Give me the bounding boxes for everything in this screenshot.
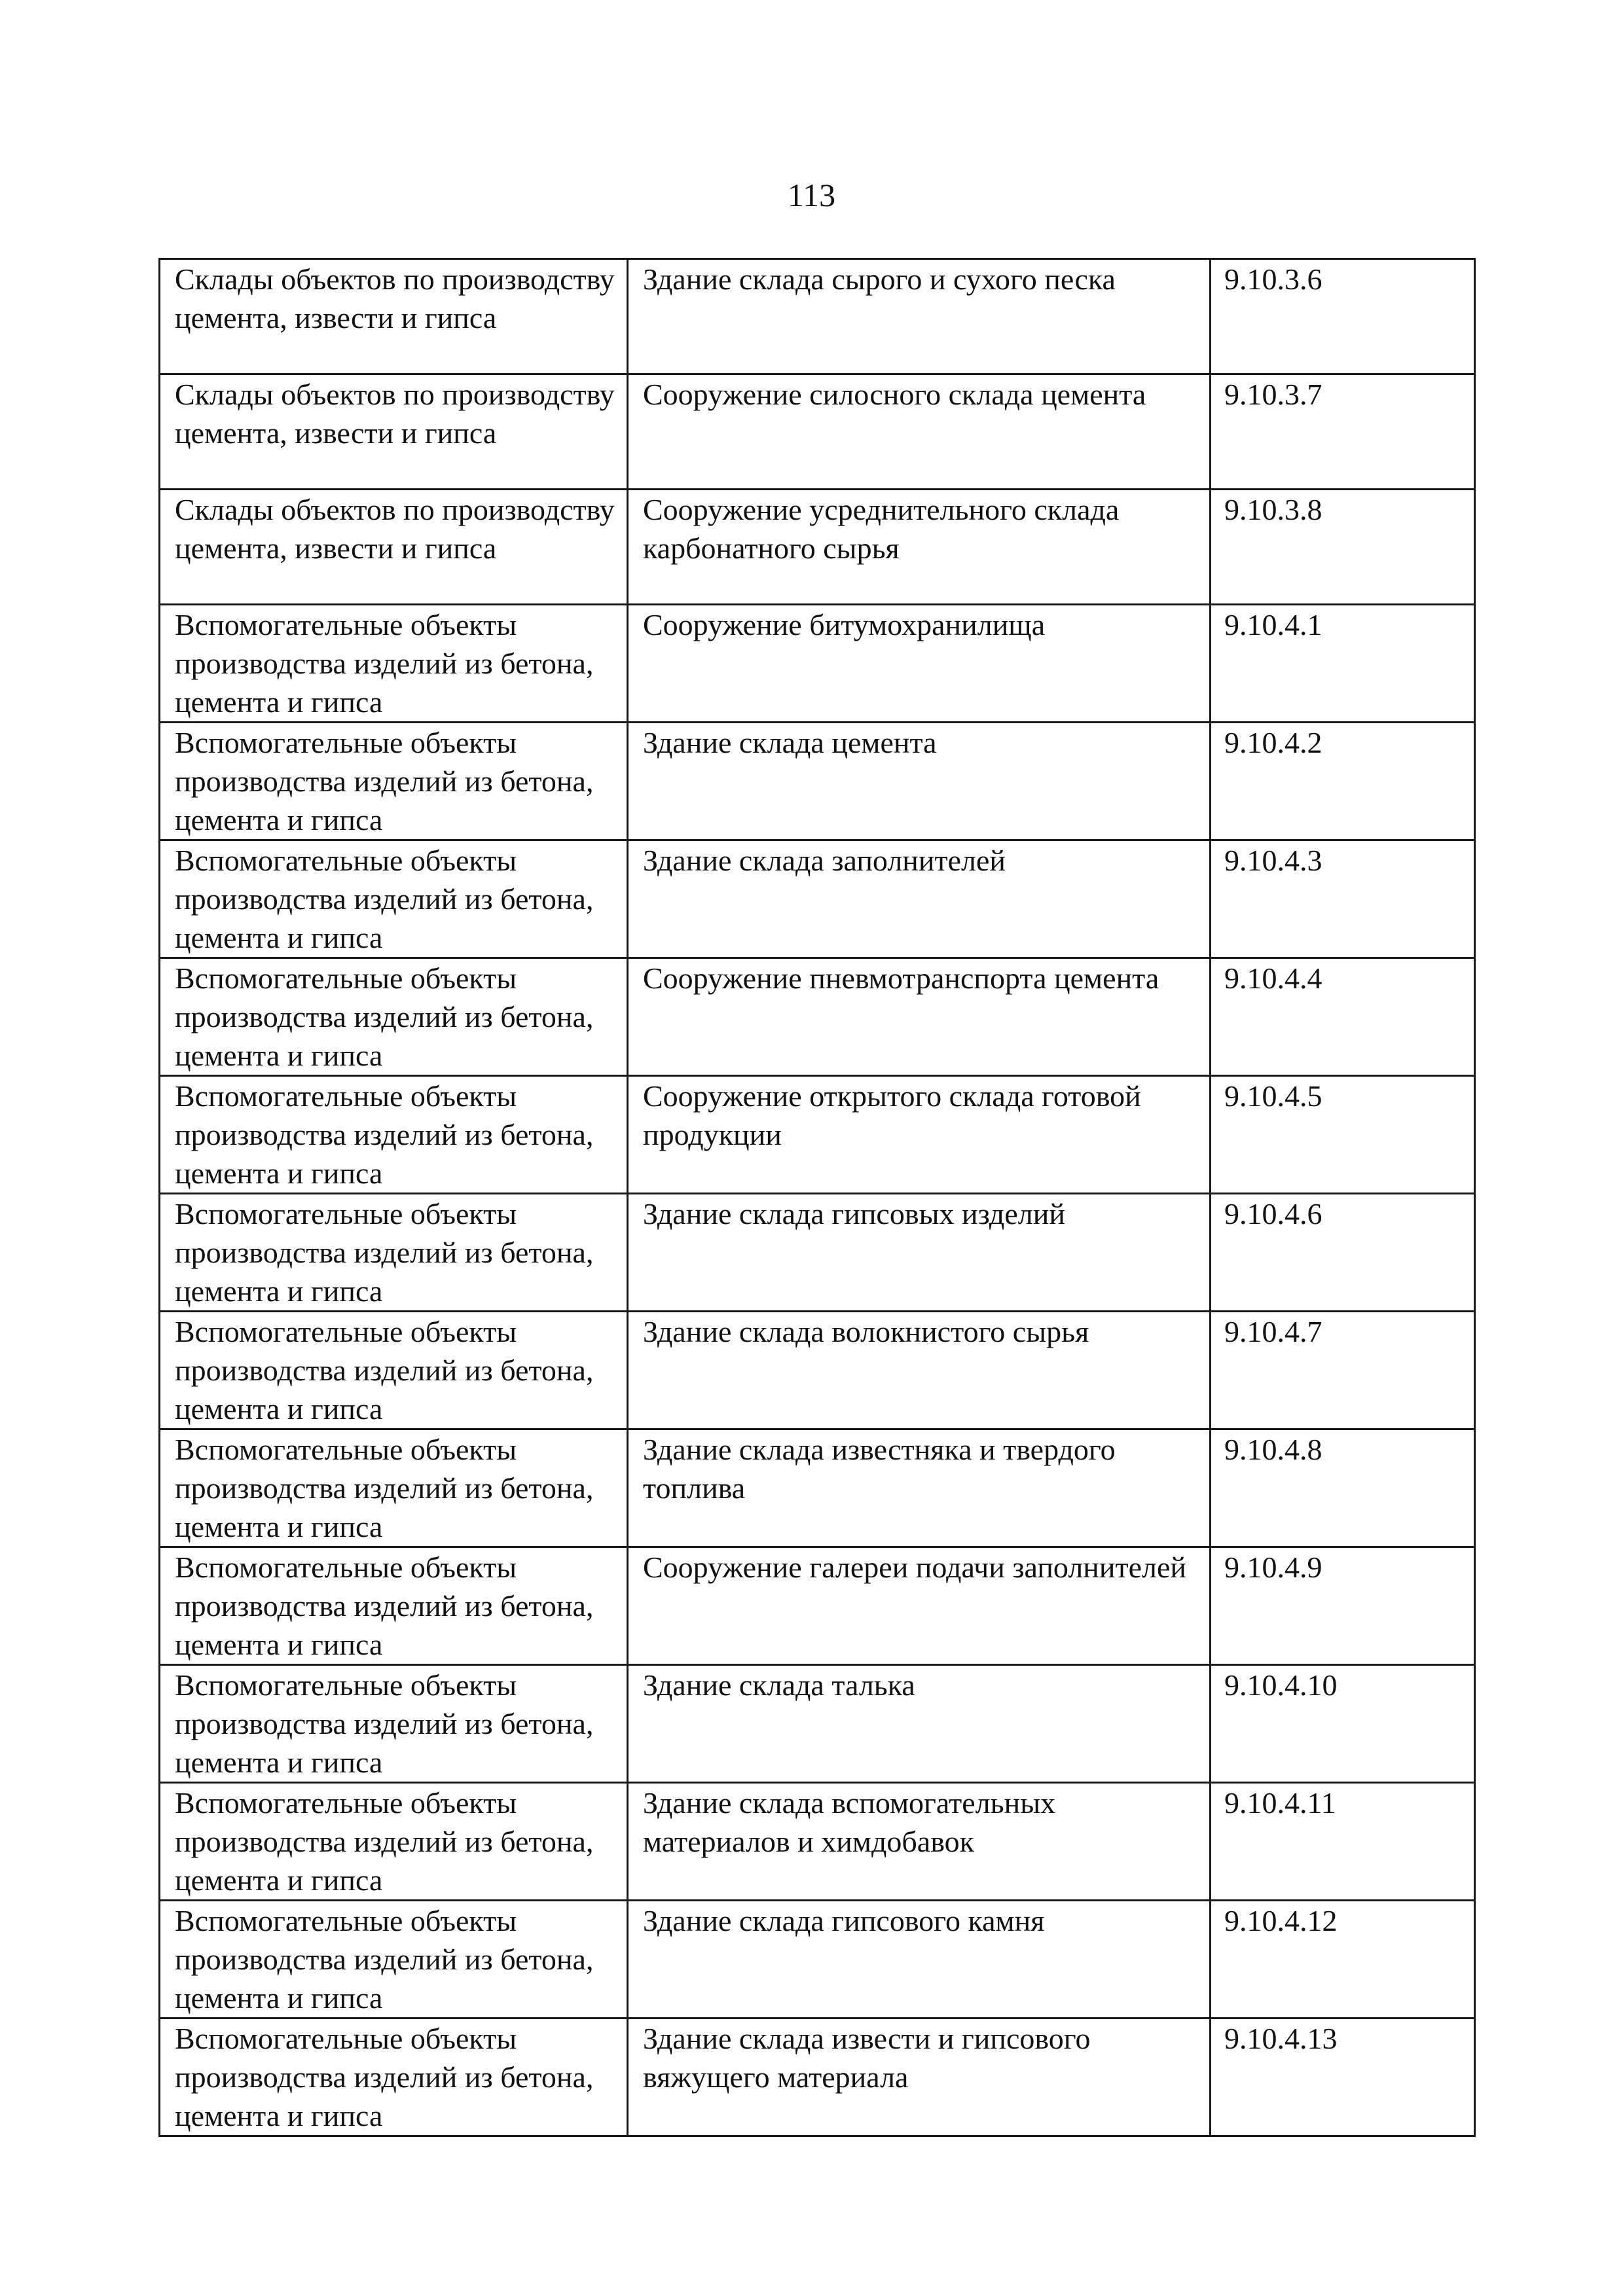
object-cell: Здание склада сырого и сухого песка — [628, 259, 1211, 374]
table-row — [160, 1194, 1475, 1312]
table-row — [160, 490, 1475, 605]
category-cell: Вспомогательные объекты производства изделий из бетона, цемента и гипса — [160, 1547, 628, 1665]
code-cell: 9.10.4.5 — [1211, 1076, 1475, 1194]
code-cell: 9.10.4.6 — [1211, 1194, 1475, 1312]
code-cell: 9.10.4.12 — [1211, 1901, 1475, 2018]
category-cell: Вспомогательные объекты производства изделий из бетона, цемента и гипса — [160, 958, 628, 1076]
object-cell: Здание склада гипсовых изделий — [628, 1194, 1211, 1312]
object-cell: Здание склада извести и гипсового вяжущего материала — [628, 2018, 1211, 2136]
category-cell: Вспомогательные объекты производства изделий из бетона, цемента и гипса — [160, 1665, 628, 1783]
table-row — [160, 1429, 1475, 1547]
object-cell: Здание склада известняка и твердого топлива — [628, 1429, 1211, 1547]
table-row — [160, 1076, 1475, 1194]
category-cell: Склады объектов по производству цемента, извести и гипса — [160, 490, 628, 605]
object-cell: Сооружение усреднительного склада карбонатного сырья — [628, 490, 1211, 605]
category-cell: Вспомогательные объекты производства изделий из бетона, цемента и гипса — [160, 2018, 628, 2136]
table-row — [160, 958, 1475, 1076]
code-cell: 9.10.4.13 — [1211, 2018, 1475, 2136]
table-row — [160, 1547, 1475, 1665]
category-cell: Вспомогательные объекты производства изделий из бетона, цемента и гипса — [160, 723, 628, 840]
code-cell: 9.10.4.1 — [1211, 605, 1475, 723]
object-cell: Сооружение битумохранилища — [628, 605, 1211, 723]
object-cell: Сооружение открытого склада готовой продукции — [628, 1076, 1211, 1194]
object-cell: Здание склада гипсового камня — [628, 1901, 1211, 2018]
code-cell: 9.10.3.6 — [1211, 259, 1475, 374]
object-classification-table — [158, 258, 1476, 2137]
code-cell: 9.10.4.4 — [1211, 958, 1475, 1076]
object-cell: Здание склада талька — [628, 1665, 1211, 1783]
object-cell: Сооружение пневмотранспорта цемента — [628, 958, 1211, 1076]
category-cell: Вспомогательные объекты производства изделий из бетона, цемента и гипса — [160, 1194, 628, 1312]
code-cell: 9.10.4.11 — [1211, 1783, 1475, 1901]
table-row — [160, 2018, 1475, 2136]
object-cell: Здание склада заполнителей — [628, 840, 1211, 958]
code-cell: 9.10.4.7 — [1211, 1312, 1475, 1429]
category-cell: Вспомогательные объекты производства изделий из бетона, цемента и гипса — [160, 1429, 628, 1547]
table-row — [160, 723, 1475, 840]
category-cell: Вспомогательные объекты производства изделий из бетона, цемента и гипса — [160, 1783, 628, 1901]
code-cell: 9.10.4.10 — [1211, 1665, 1475, 1783]
page-number: 113 — [787, 177, 836, 213]
table-row — [160, 605, 1475, 723]
table-row — [160, 840, 1475, 958]
category-cell: Вспомогательные объекты производства изделий из бетона, цемента и гипса — [160, 605, 628, 723]
table-row — [160, 1312, 1475, 1429]
table-row — [160, 259, 1475, 374]
object-cell: Сооружение галереи подачи заполнителей — [628, 1547, 1211, 1665]
object-cell: Здание склада вспомогательных материалов и химдобавок — [628, 1783, 1211, 1901]
object-cell: Здание склада цемента — [628, 723, 1211, 840]
code-cell: 9.10.4.8 — [1211, 1429, 1475, 1547]
object-cell: Здание склада волокнистого сырья — [628, 1312, 1211, 1429]
category-cell: Вспомогательные объекты производства изделий из бетона, цемента и гипса — [160, 1312, 628, 1429]
table-row — [160, 1901, 1475, 2018]
category-cell: Склады объектов по производству цемента, извести и гипса — [160, 259, 628, 374]
table-row — [160, 374, 1475, 490]
code-cell: 9.10.3.7 — [1211, 374, 1475, 490]
code-cell: 9.10.3.8 — [1211, 490, 1475, 605]
category-cell: Вспомогательные объекты производства изделий из бетона, цемента и гипса — [160, 1901, 628, 2018]
code-cell: 9.10.4.3 — [1211, 840, 1475, 958]
code-cell: 9.10.4.9 — [1211, 1547, 1475, 1665]
code-cell: 9.10.4.2 — [1211, 723, 1475, 840]
category-cell: Вспомогательные объекты производства изделий из бетона, цемента и гипса — [160, 1076, 628, 1194]
table-row — [160, 1665, 1475, 1783]
table-row — [160, 1783, 1475, 1901]
category-cell: Вспомогательные объекты производства изделий из бетона, цемента и гипса — [160, 840, 628, 958]
category-cell: Склады объектов по производству цемента, извести и гипса — [160, 374, 628, 490]
object-cell: Сооружение силосного склада цемента — [628, 374, 1211, 490]
